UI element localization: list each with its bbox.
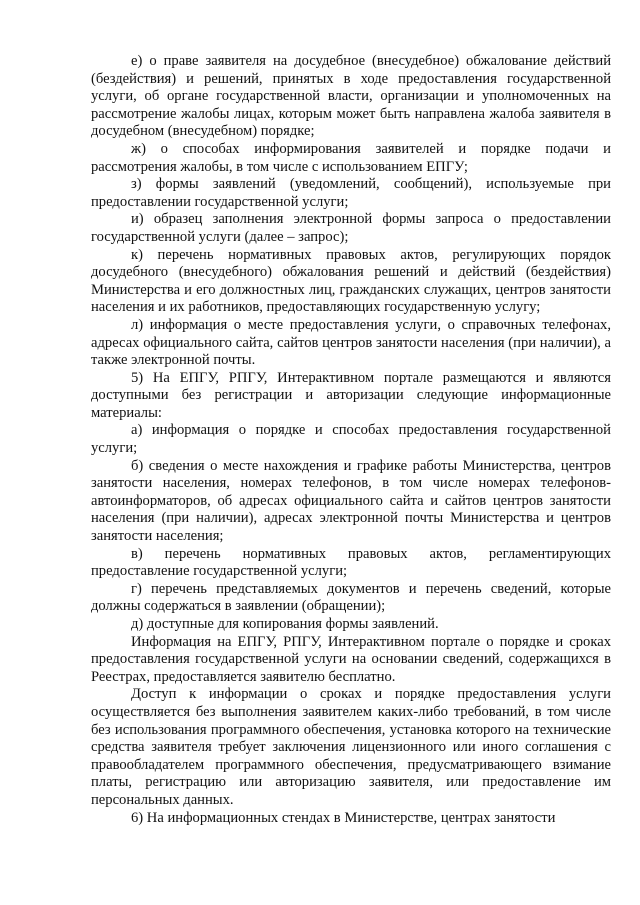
paragraph-b-location-schedule: б) сведения о месте нахождения и графике работы Министерства, центров занятости населения, номерах телефонов, в том числе номерах телефонов-автоинформаторов, об адресах официального сайта и сайтов центров занятости населения (при наличии), адресах электронной почты Министерства и центров занятости населения;: [91, 457, 611, 545]
paragraph-5-portal-materials: 5) На ЕПГУ, РПГУ, Интерактивном портале размещаются и являются доступными без регистрации и авторизации следующие информационные материалы:: [91, 369, 611, 421]
paragraph-g-documents-list: г) перечень представляемых документов и перечень сведений, которые должны содержаться в заявлении (обращении);: [91, 580, 611, 615]
paragraph-l-location-info: л) информация о месте предоставления услуги, о справочных телефонах, адресах официального сайта, сайтов центров занятости населения (при наличии), а также электронной почты.: [91, 316, 611, 369]
paragraph-free-information: Информация на ЕПГУ, РПГУ, Интерактивном портале о порядке и сроках предоставления государственной услуги на основании сведений, содержащихся в Реестрах, предоставляется заявителю бесплатно.: [91, 633, 611, 685]
paragraph-6-info-stands: 6) На информационных стендах в Министерстве, центрах занятости: [131, 809, 556, 826]
document-page: [91, 53, 611, 827]
paragraph-access-conditions: Доступ к информации о сроках и порядке предоставления услуги осуществляется без выполнения заявителем каких-либо требований, в том числе без использования программного обеспечения, установка которого на технические средства заявителя требует заключения лицензионного или иного соглашения с правообладателем программного обеспечения, предусматривающего взимание платы, регистрацию или авторизацию заявителя, или предоставление им персональных данных.: [91, 686, 611, 808]
paragraph-zh-informing-methods: ж) о способах информирования заявителей и порядке подачи и рассмотрения жалобы, в том числе с использованием ЕПГУ;: [91, 140, 611, 175]
paragraph-k-legal-acts: к) перечень нормативных правовых актов, регулирующих порядок досудебного (внесудебного) обжалования решений и действий (бездействия) Министерства и его должностных лиц, гражданских служащих, центров занятости населения и их работников, предоставляющих государственную услугу;: [91, 246, 611, 316]
paragraph-e-appeal-rights: е) о праве заявителя на досудебное (внесудебное) обжалование действий (бездействия) и решений, принятых в ходе предоставления государственной услуги, об органе государственной власти, организации и уполномоченных на рассмотрение жалобы лицах, которым может быть направлена жалоба заявителя в досудебном (внесудебном) порядке;: [91, 53, 611, 140]
paragraph-d-copyable-forms: д) доступные для копирования формы заявлений.: [131, 616, 439, 632]
paragraph-v-regulatory-acts: в) перечень нормативных правовых актов, регламентирующих предоставление государственной услуги;: [91, 545, 611, 580]
paragraph-z-application-forms: з) формы заявлений (уведомлений, сообщений), используемые при предоставлении государственной услуги;: [91, 176, 611, 210]
paragraph-i-request-sample: и) образец заполнения электронной формы запроса о предоставлении государственной услуги (далее – запрос);: [91, 211, 611, 245]
paragraph-a-procedure-info: а) информация о порядке и способах предоставления государственной услуги;: [91, 422, 611, 457]
